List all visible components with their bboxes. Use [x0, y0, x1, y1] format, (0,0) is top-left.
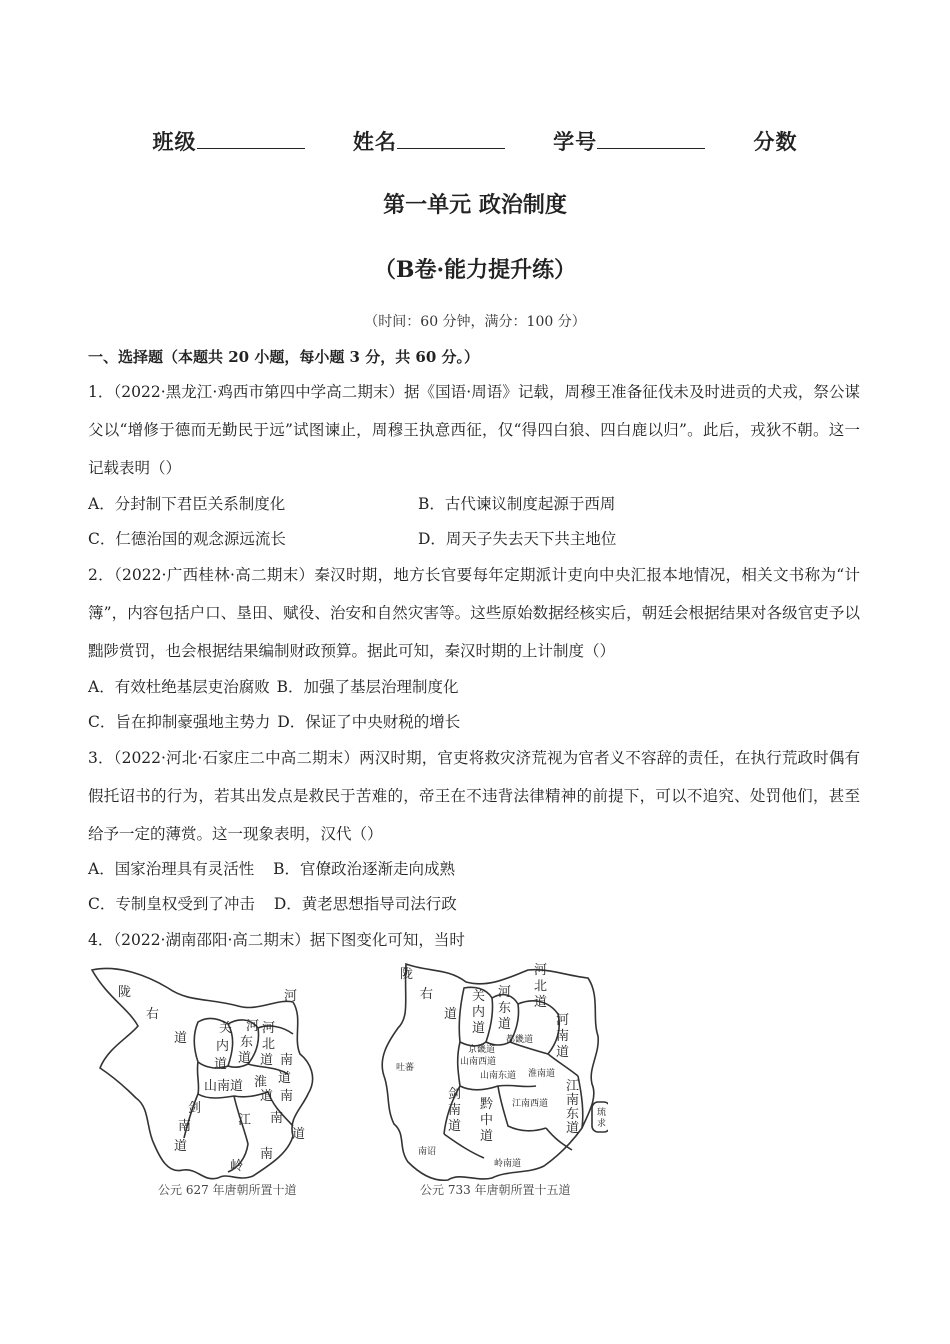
svg-text:陇: 陇	[118, 985, 132, 1000]
svg-text:道: 道	[444, 1007, 458, 1022]
svg-text:求: 求	[597, 1119, 607, 1129]
svg-text:东: 东	[566, 1107, 580, 1122]
section-heading: 一、选择题（本题共 20 小题，每小题 3 分，共 60 分。）	[88, 348, 480, 366]
svg-text:河: 河	[246, 1019, 260, 1034]
svg-text:南: 南	[556, 1029, 570, 1044]
question-4-text: 4．（2022·湖南邵阳·高二期末）据下图变化可知，当时	[88, 931, 465, 949]
svg-text:道: 道	[480, 1129, 494, 1144]
svg-text:道: 道	[174, 1031, 188, 1046]
svg-text:岭南道: 岭南道	[494, 1159, 522, 1169]
svg-text:剑: 剑	[448, 1087, 462, 1102]
question-1-options-row2	[88, 527, 617, 551]
svg-text:右: 右	[146, 1007, 160, 1022]
option-1c[interactable]: C．仁德治国的观念源远流长	[88, 530, 286, 548]
option-2b[interactable]: B．加强了基层治理制度化	[276, 678, 459, 696]
question-1-options-row1	[88, 492, 616, 516]
svg-text:道: 道	[566, 1121, 580, 1136]
option-3a[interactable]: A．国家治理具有灵活性	[88, 860, 255, 878]
svg-text:琉: 琉	[597, 1108, 607, 1118]
option-2d[interactable]: D．保证了中央财税的增长	[277, 713, 461, 731]
id-field: 学号	[553, 126, 705, 156]
class-blank[interactable]	[197, 128, 305, 149]
option-1b[interactable]: B．古代谏议制度起源于西周	[418, 495, 616, 513]
svg-text:道: 道	[260, 1089, 274, 1104]
svg-text:南: 南	[280, 1089, 294, 1104]
question-2-options-row1	[88, 675, 459, 699]
svg-text:陇: 陇	[400, 967, 414, 982]
map-627-labels	[118, 984, 305, 1174]
svg-text:山南道: 山南道	[204, 1079, 244, 1094]
svg-text:南: 南	[260, 1147, 274, 1162]
unit-title: 第一单元 政治制度	[383, 192, 567, 218]
exam-meta: （时间：60 分钟，满分：100 分）	[364, 314, 586, 330]
svg-text:河: 河	[534, 963, 548, 978]
question-2-text: 2．（2022·广西桂林·高二期末）秦汉时期，地方长官要每年定期派计吏向中央汇报本地情况，相关文书称为“计簿”，内容包括户口、垦田、赋役、治安和自然灾害等。这些原始数据经核实后，朝廷会根据结果对各级官吏予以黜陟赏罚，也会根据结果编制财政预算。据此可知，秦汉时期的上计制度（）	[88, 566, 860, 660]
map-627-caption: 公元 627 年唐朝所置十道	[158, 1183, 297, 1197]
svg-text:江: 江	[566, 1079, 580, 1094]
svg-text:南: 南	[178, 1119, 192, 1134]
svg-text:中: 中	[480, 1113, 494, 1128]
svg-text:道: 道	[556, 1045, 570, 1060]
svg-text:岭: 岭	[230, 1159, 244, 1174]
svg-text:道: 道	[534, 995, 548, 1010]
svg-text:黔: 黔	[480, 1097, 494, 1112]
option-1a[interactable]: A．分封制下君臣关系制度化	[88, 495, 286, 513]
id-blank[interactable]	[597, 128, 705, 149]
name-blank[interactable]	[397, 128, 505, 149]
student-info-header	[0, 126, 950, 156]
svg-text:南: 南	[566, 1093, 580, 1108]
svg-text:江: 江	[238, 1113, 252, 1128]
svg-text:山南西道: 山南西道	[460, 1057, 497, 1067]
svg-text:河: 河	[284, 989, 298, 1004]
svg-text:道: 道	[238, 1051, 252, 1066]
svg-text:关: 关	[472, 989, 486, 1004]
svg-text:道: 道	[260, 1053, 274, 1068]
question-3-text: 3．（2022·河北·石家庄二中高二期末）两汉时期，官吏将救灾济荒视为官者义不容辞的责任，在执行荒政时偶有假托诏书的行为，若其出发点是救民于苦难的，帝王在不违背法律精神的前提下，可以不追究、处罚他们，甚至给予一定的薄赏。这一现象表明，汉代（）	[88, 749, 860, 843]
svg-text:内: 内	[472, 1005, 486, 1020]
unit-subtitle: （B卷·能力提升练）	[373, 257, 577, 283]
question-2-options-row2	[88, 710, 460, 734]
option-3d[interactable]: D．黄老思想指导司法行政	[273, 895, 457, 913]
svg-text:淮南道: 淮南道	[528, 1069, 556, 1079]
svg-text:道: 道	[174, 1139, 188, 1154]
svg-text:剑: 剑	[188, 1101, 202, 1116]
svg-text:道: 道	[472, 1021, 486, 1036]
svg-text:东: 东	[498, 1001, 512, 1016]
svg-text:京畿道: 京畿道	[468, 1045, 496, 1055]
option-2c[interactable]: C．旨在抑制豪强地主势力	[88, 713, 271, 731]
svg-text:南: 南	[448, 1103, 462, 1118]
svg-text:内: 内	[216, 1039, 230, 1054]
svg-text:河: 河	[498, 985, 512, 1000]
tang-circuits-maps	[88, 958, 608, 1208]
svg-text:道: 道	[278, 1071, 292, 1086]
svg-text:吐蕃: 吐蕃	[396, 1063, 415, 1073]
map-733-caption: 公元 733 年唐朝所置十五道	[420, 1183, 571, 1197]
svg-text:南: 南	[270, 1111, 284, 1126]
option-2a[interactable]: A．有效杜绝基层吏治腐败	[88, 678, 270, 696]
svg-text:道: 道	[498, 1017, 512, 1032]
svg-text:右: 右	[420, 987, 434, 1002]
svg-text:南诏: 南诏	[418, 1147, 437, 1157]
svg-text:南: 南	[280, 1053, 294, 1068]
svg-text:关: 关	[219, 1021, 233, 1036]
svg-text:道: 道	[214, 1057, 228, 1072]
svg-text:都畿道: 都畿道	[506, 1035, 534, 1045]
score-field: 分数	[753, 129, 798, 154]
question-3-options-row1	[88, 857, 455, 881]
option-3c[interactable]: C．专制皇权受到了冲击	[88, 895, 255, 913]
svg-text:道: 道	[292, 1127, 306, 1142]
svg-text:淮: 淮	[254, 1075, 268, 1090]
class-field: 班级	[153, 126, 305, 156]
question-1-text: 1．（2022·黑龙江·鸡西市第四中学高二期末）据《国语·周语》记载，周穆王准备征伐未及时进贡的犬戎，祭公谋父以“增修于德而无勤民于远”试图谏止，周穆王执意西征，仅“得四白狼、四白鹿以归”。此后，戎狄不朝。这一记载表明（）	[88, 383, 860, 477]
svg-text:山南东道: 山南东道	[480, 1071, 517, 1081]
svg-text:北: 北	[534, 979, 548, 994]
option-3b[interactable]: B．官僚政治逐渐走向成熟	[273, 860, 456, 878]
svg-text:河: 河	[262, 1021, 276, 1036]
svg-text:河: 河	[556, 1013, 570, 1028]
svg-text:北: 北	[262, 1037, 276, 1052]
option-1d[interactable]: D．周天子失去天下共主地位	[418, 530, 617, 548]
svg-text:东: 东	[240, 1035, 254, 1050]
question-3-options-row2	[88, 892, 457, 916]
svg-text:道: 道	[448, 1119, 462, 1134]
svg-text:江南西道: 江南西道	[512, 1099, 549, 1109]
name-field: 姓名	[353, 126, 505, 156]
